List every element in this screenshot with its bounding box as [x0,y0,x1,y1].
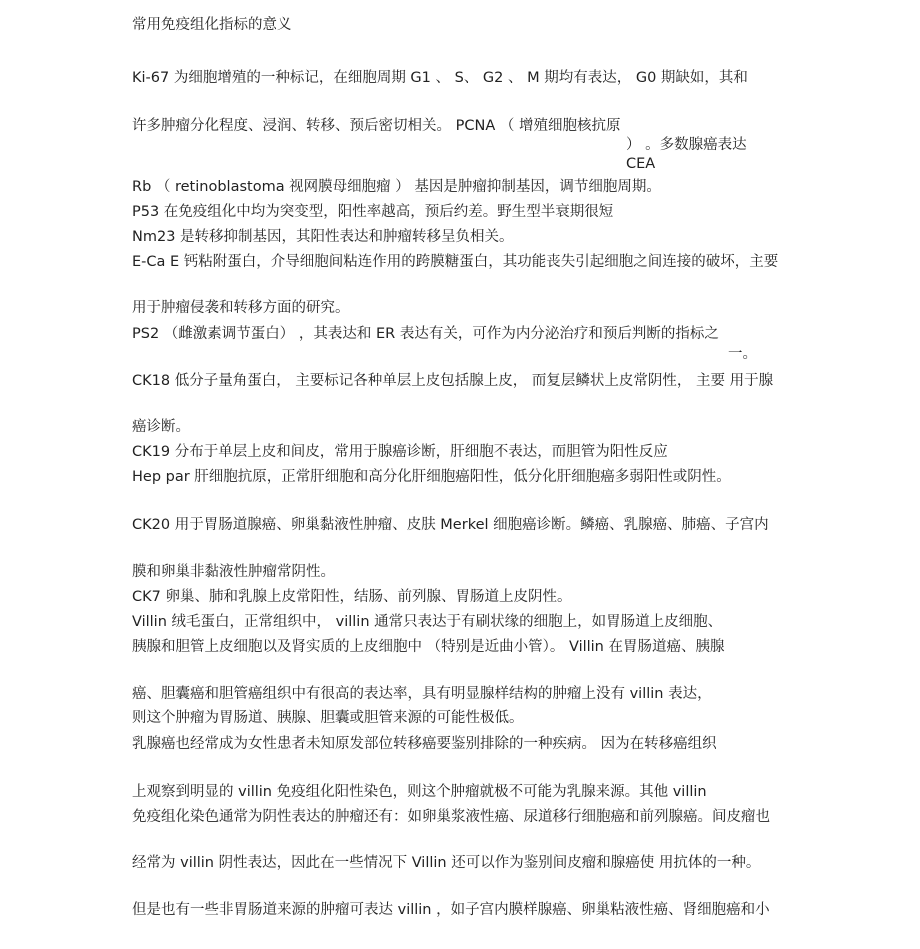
paragraph-ck18-cont: 癌诊断。 [132,419,190,435]
paragraph-villin-1: Villin 绒毛蛋白，正常组织中， villin 通常只表达于有刷状缘的细胞上，如胃肠道上皮细胞、 [132,614,723,630]
paragraph-breast-2: 上观察到明显的 villin 免疫组化阳性染色，则这个肿瘤就极不可能为乳腺来源。其他 villin [132,784,707,800]
paragraph-ck20: CK20 用于胃肠道腺癌、卵巢黏液性肿瘤、皮肤 Merkel 细胞癌诊断。鳞癌、乳腺癌、肺癌、子宫内 [132,517,769,533]
paragraph-villin-3: 癌、胆囊癌和胆管癌组织中有很高的表达率，具有明显腺样结构的肿瘤上没有 villin 表达， [132,686,712,702]
paragraph-eca-cont: 用于肿瘤侵袭和转移方面的研究。 [132,300,350,316]
paragraph-ck18: CK18 低分子量角蛋白， 主要标记各种单层上皮包括腺上皮， 而复层鳞状上皮常阴性， 主要 用于腺 [132,373,774,389]
paragraph-ck19: CK19 分布于单层上皮和间皮，常用于腺癌诊断，肝细胞不表达，而胆管为阳性反应 [132,444,668,460]
paragraph-ps2: PS2 （雌激素调节蛋白） ，其表达和 ER 表达有关，可作为内分泌治疗和预后判断的指标之 [132,326,719,342]
paragraph-ck20-cont: 膜和卵巢非黏液性肿瘤常阴性。 [132,564,335,580]
paragraph-villin-2: 胰腺和胆管上皮细胞以及肾实质的上皮细胞中 （特别是近曲小管）。 Villin 在胃肠道癌、胰腺 [132,639,725,655]
paragraph-ck7: CK7 卵巢、肺和乳腺上皮常阳性，结肠、前列腺、胃肠道上皮阴性。 [132,589,572,605]
paragraph-breast-5: 但是也有一些非胃肠道来源的肿瘤可表达 villin ，如子宫内膜样腺癌、卵巢粘液性癌、肾细胞癌和小 [132,902,770,918]
paragraph-pcna: 许多肿瘤分化程度、浸润、转移、预后密切相关。 PCNA （ 增殖细胞核抗原 [132,118,621,134]
page-title: 常用免疫组化指标的意义 [132,17,292,33]
paragraph-eca: E-Ca E 钙粘附蛋白，介导细胞间粘连作用的跨膜糖蛋白，其功能丧失引起细胞之间连接的破坏，主要 [132,254,779,270]
ps2-continuation: 一。 [728,346,757,362]
paragraph-breast-1: 乳腺癌也经常成为女性患者未知原发部位转移癌要鉴别排除的一种疾病。 因为在转移癌组织 [132,736,717,752]
paragraph-ki67: Ki-67 为细胞增殖的一种标记，在细胞周期 G1 、 S、 G2 、 M 期均有表达， G0 期缺如，其和 [132,70,748,86]
paragraph-p53: P53 在免疫组化中均为突变型，阳性率越高，预后约差。野生型半衰期很短 [132,204,614,220]
pcna-continuation: ） 。多数腺癌表达 [626,137,747,153]
paragraph-breast-4: 经常为 villin 阴性表达，因此在一些情况下 Villin 还可以作为鉴别间皮瘤和腺癌使 用抗体的一种。 [132,855,761,871]
paragraph-hep-par: Hep par 肝细胞抗原，正常肝细胞和高分化肝细胞癌阳性，低分化肝细胞癌多弱阳性或阴性。 [132,469,731,485]
paragraph-rb: Rb （ retinoblastoma 视网膜母细胞瘤 ） 基因是肿瘤抑制基因，调节细胞周期。 [132,179,661,195]
cea-label: CEA [626,156,656,172]
paragraph-nm23: Nm23 是转移抑制基因，其阳性表达和肿瘤转移呈负相关。 [132,229,514,245]
paragraph-villin-4: 则这个肿瘤为胃肠道、胰腺、胆囊或胆管来源的可能性极低。 [132,710,524,726]
paragraph-breast-3: 免疫组化染色通常为阴性表达的肿瘤还有：如卵巢浆液性癌、尿道移行细胞癌和前列腺癌。间皮瘤也 [132,809,770,825]
